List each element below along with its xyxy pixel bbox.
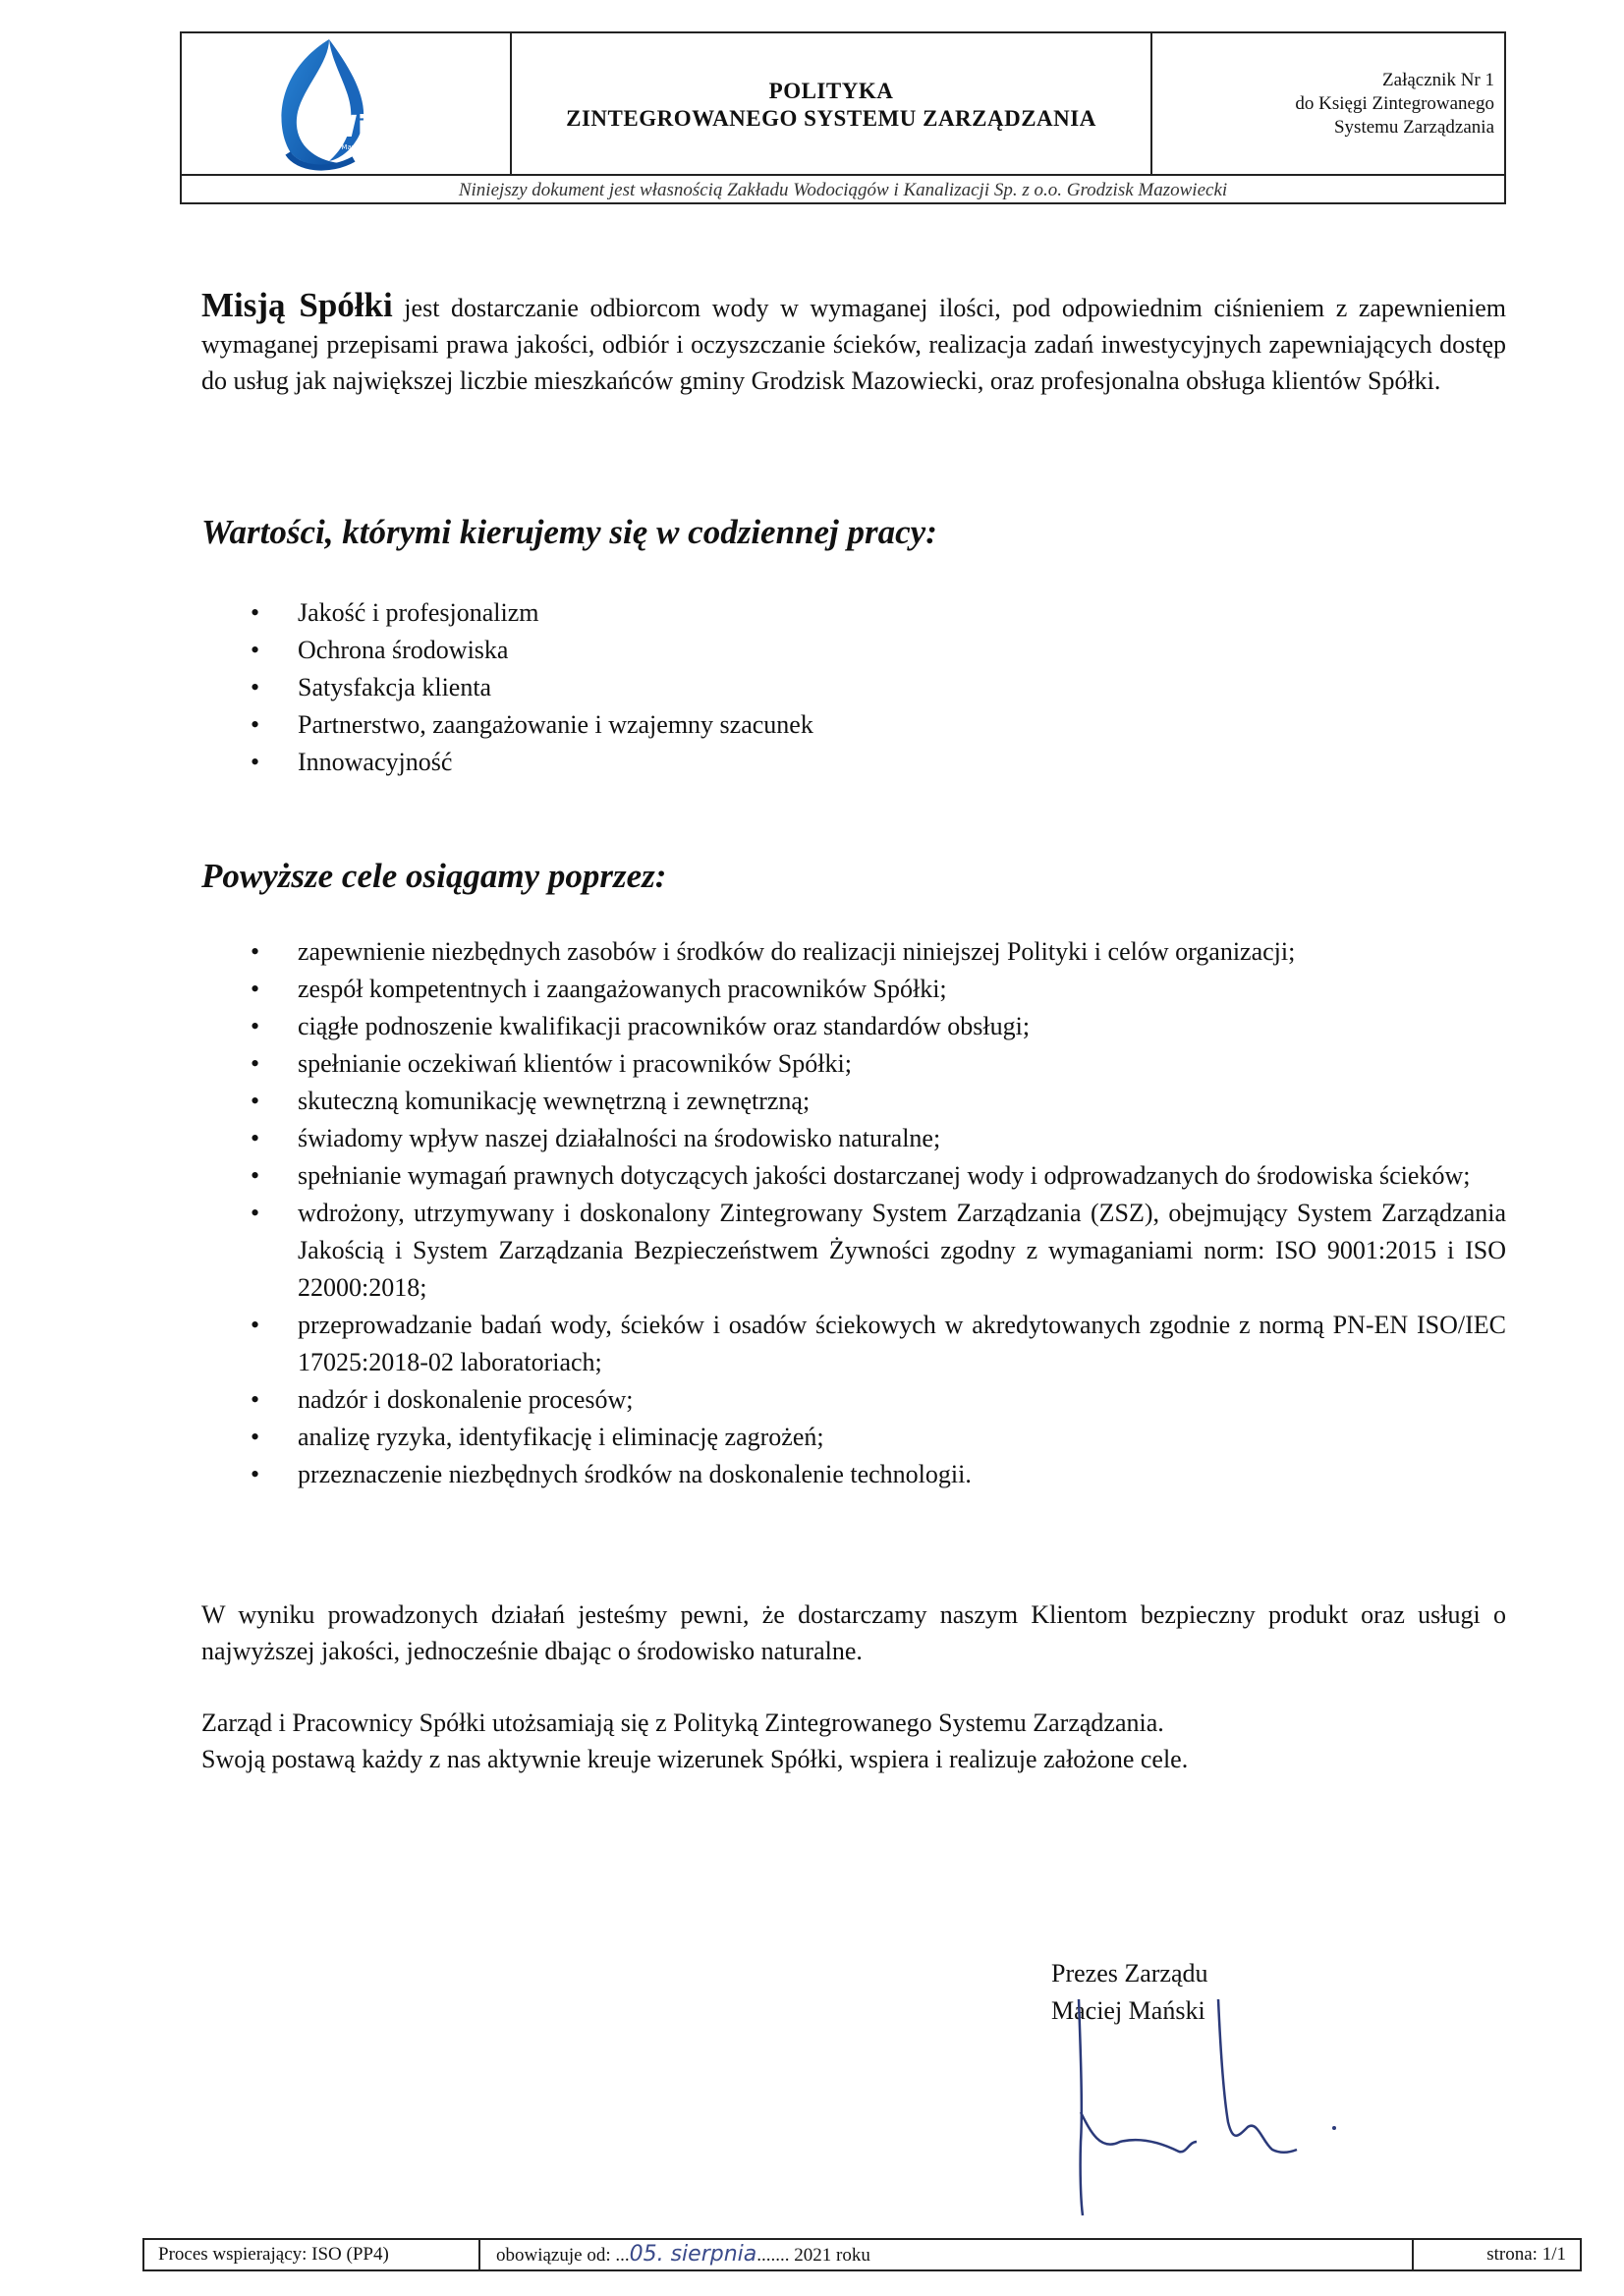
signer-role: Prezes Zarządu — [1051, 1959, 1208, 1988]
mission-paragraph — [201, 287, 1506, 399]
list-item: • ciągłe podnoszenie kwalifikacji pracowników oraz standardów obsługi; — [201, 1008, 1506, 1045]
company-logo — [182, 33, 512, 174]
closing-paragraph-2 — [201, 1705, 1506, 1777]
values-list — [201, 594, 1506, 781]
list-item: • spełnianie wymagań prawnych dotyczących jakości dostarczanej wody i odprowadzanych do środowiska ścieków; — [201, 1157, 1506, 1195]
values-heading: Wartości, którymi kierujemy się w codziennej pracy: — [201, 513, 937, 551]
goals-list — [201, 933, 1506, 1493]
list-item: • spełnianie oczekiwań klientów i pracowników Spółki; — [201, 1045, 1506, 1083]
effective-label: obowiązuje od: ... — [496, 2245, 630, 2266]
document-footer — [142, 2238, 1582, 2271]
list-item: • zapewnienie niezbędnych zasobów i środków do realizacji niniejszej Polityki i celów organizacji; — [201, 933, 1506, 971]
list-item: • analizę ryzyka, identyfikację i eliminację zagrożeń; — [201, 1419, 1506, 1456]
list-item: • nadzór i doskonalenie procesów; — [201, 1381, 1506, 1419]
list-item: • przeznaczenie niezbędnych środków na doskonalenie technologii. — [201, 1456, 1506, 1493]
effective-handwritten: 05. sierpnia — [629, 2242, 757, 2267]
closing-line-2: Swoją postawą każdy z nas aktywnie kreuje wizerunek Spółki, wspiera i realizuje założone cele. — [201, 1745, 1189, 1773]
list-item: • wdrożony, utrzymywany i doskonalony Zintegrowany System Zarządzania (ZSZ), obejmujący System Zarządzania Jakością i System Zarządzania Bezpieczeństwem Żywności zgodny z wymaganiami norm: ISO 9001:2015 i ISO 22000:2018; — [201, 1195, 1506, 1307]
signer-name: Maciej Mański — [1051, 1996, 1205, 2025]
effective-date — [496, 2240, 870, 2269]
ownership-note: Niniejszy dokument jest własnością Zakładu Wodociągów i Kanalizacji Sp. z o.o. Grodzisk Mazowiecki — [182, 174, 1504, 204]
mission-text: jest dostarczanie odbiorcom wody w wymaganej ilości, pod odpowiednim ciśnieniem z zapewnieniem wymaganej przepisami prawa jakości, odbiór i oczyszczanie ścieków, realizacja zadań inwestycyjnych zapewniających dostęp do usług jak największej liczbie mieszkańców gminy Grodzisk Mazowiecki, oraz profesjonalna obsługa klientów Spółki. — [201, 294, 1506, 395]
list-item: • Partnerstwo, zaangażowanie i wzajemny szacunek — [201, 706, 1506, 744]
list-item: • Innowacyjność — [201, 744, 1506, 781]
list-item: • skuteczną komunikację wewnętrzną i zewnętrzną; — [201, 1083, 1506, 1120]
mission-lead: Misją Spółki — [201, 286, 393, 324]
goals-heading: Powyższe cele osiągamy poprzez: — [201, 857, 667, 895]
logo-subtext: Grodzisk Mazowiecki — [309, 143, 381, 151]
document-title-line2: ZINTEGROWANEGO SYSTEMU ZARZĄDZANIA — [566, 106, 1096, 131]
annex-cell — [1152, 33, 1504, 174]
effective-suffix: ....... 2021 roku — [756, 2245, 870, 2266]
footer-divider — [1412, 2240, 1414, 2269]
handwritten-signature — [1061, 1994, 1356, 2220]
title-cell — [512, 33, 1152, 174]
list-item: • zespół kompetentnych i zaangażowanych pracowników Spółki; — [201, 971, 1506, 1008]
annex-line-1: Załącznik Nr 1 — [1382, 70, 1494, 90]
annex-line-2: do Księgi Zintegrowanego — [1295, 93, 1494, 114]
list-item: • świadomy wpływ naszej działalności na środowisko naturalne; — [201, 1120, 1506, 1157]
list-item: • Satysfakcja klienta — [201, 669, 1506, 706]
logo-cell — [182, 33, 512, 174]
list-item: • przeprowadzanie badań wody, ścieków i osadów ściekowych w akredytowanych zgodnie z normą PN-EN ISO/IEC 17025:2018-02 laboratoriach; — [201, 1307, 1506, 1381]
document-title-line1: POLITYKA — [768, 79, 894, 103]
annex-line-3: Systemu Zarządzania — [1333, 117, 1494, 138]
list-item: • Jakość i profesjonalizm — [201, 594, 1506, 632]
closing-line-1: Zarząd i Pracownicy Spółki utożsamiają się z Polityką Zintegrowanego Systemu Zarządzania. — [201, 1708, 1164, 1737]
list-item: • Ochrona środowiska — [201, 632, 1506, 669]
page-number: strona: 1/1 — [1486, 2244, 1566, 2265]
document-header — [180, 31, 1506, 204]
closing-paragraph-1: W wyniku prowadzonych działań jesteśmy pewni, że dostarczamy naszym Klientom bezpieczny produkt oraz usługi o najwyższej jakości, jednocześnie dbając o środowisko naturalne. — [201, 1600, 1506, 1665]
footer-divider — [478, 2240, 480, 2269]
logo-text: ZWiK — [304, 110, 391, 144]
header-row — [182, 33, 1504, 174]
process-label: Proces wspierający: ISO (PP4) — [158, 2244, 389, 2265]
